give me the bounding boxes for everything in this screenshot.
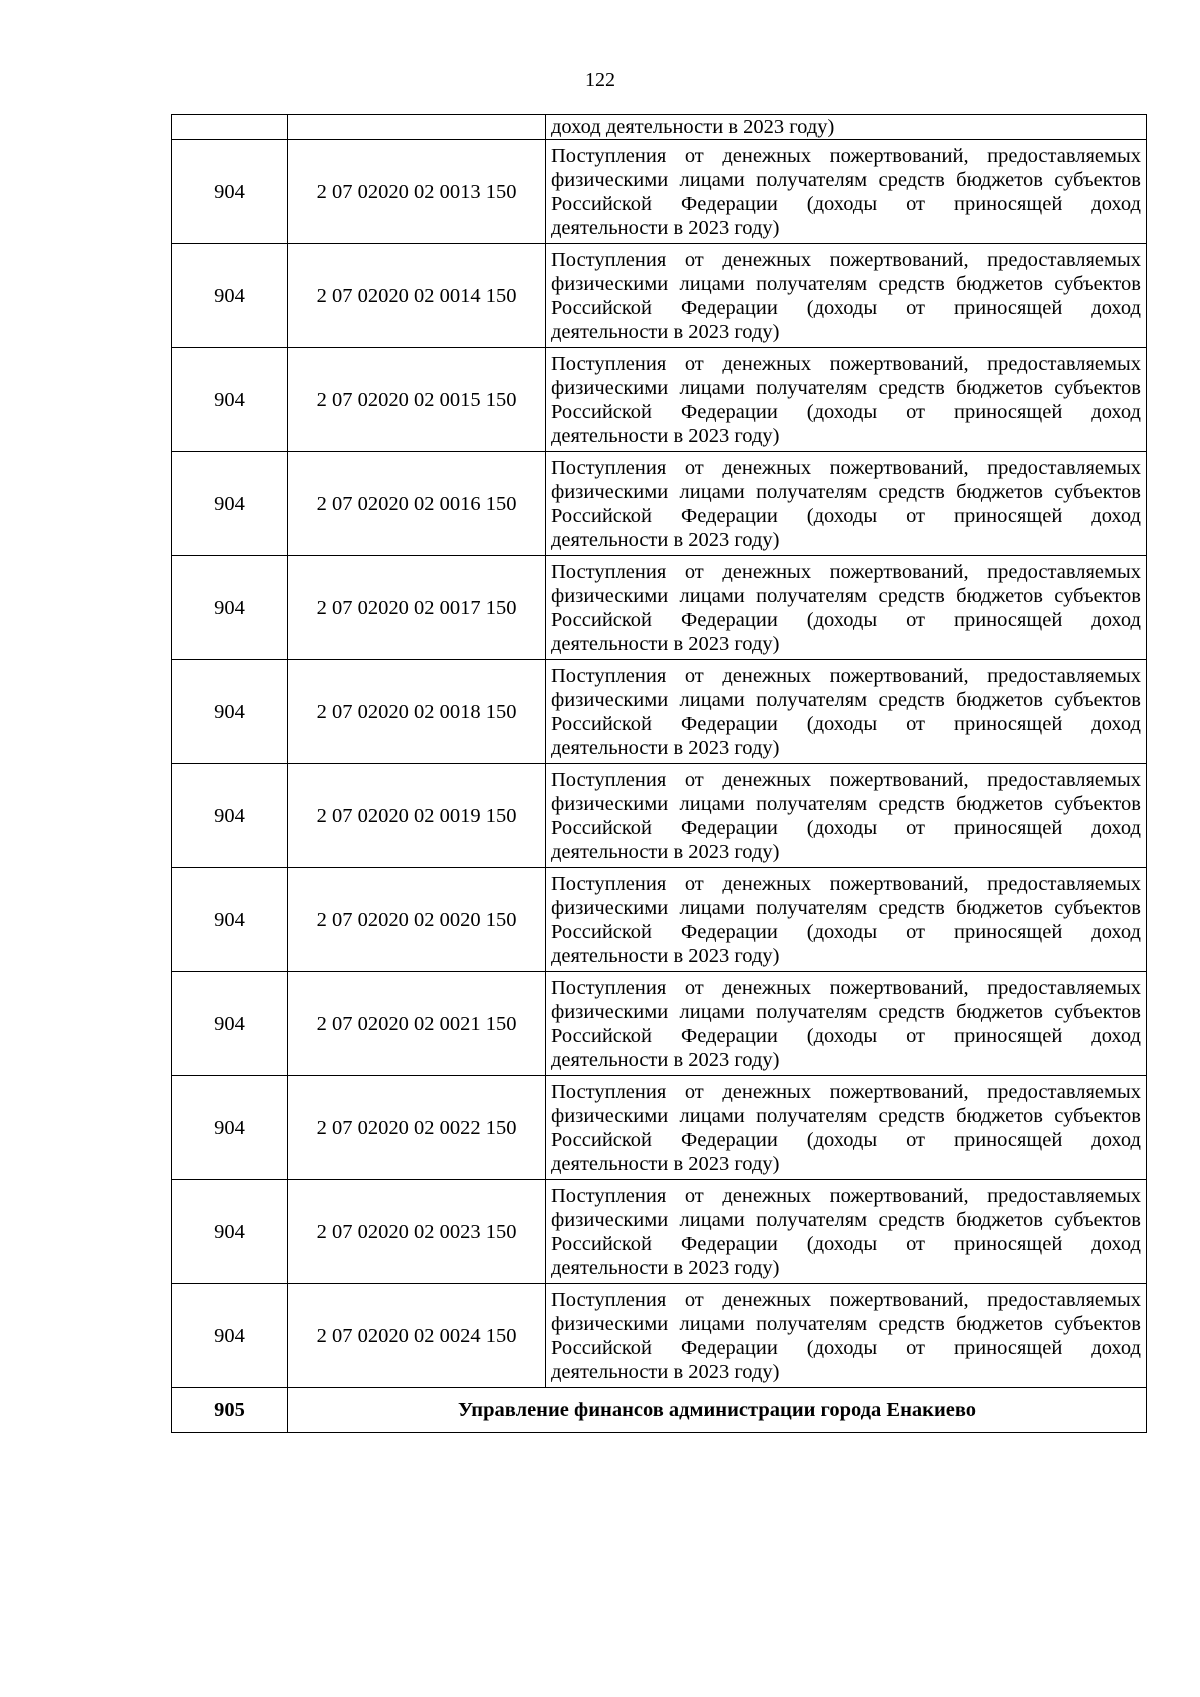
budget-code-cell: 2 07 02020 02 0019 150	[288, 764, 546, 868]
budget-code-cell: 2 07 02020 02 0017 150	[288, 556, 546, 660]
table-row	[172, 556, 1147, 660]
description-cell: Поступления от денежных пожертвований, предоставляемых физическими лицами получателям средств бюджетов субъектов Российской Федерации (доходы от приносящей доход деятельности в 2023 году)	[546, 1284, 1147, 1388]
admin-code-cell: 904	[172, 972, 288, 1076]
description-cell: Поступления от денежных пожертвований, предоставляемых физическими лицами получателям средств бюджетов субъектов Российской Федерации (доходы от приносящей доход деятельности в 2023 году)	[546, 764, 1147, 868]
budget-code-cell: 2 07 02020 02 0015 150	[288, 348, 546, 452]
admin-code-cell: 904	[172, 764, 288, 868]
table-row-continued	[172, 115, 1147, 140]
section-title-cell: Управление финансов администрации города Енакиево	[288, 1388, 1147, 1433]
budget-code-cell: 2 07 02020 02 0016 150	[288, 452, 546, 556]
admin-code-cell: 904	[172, 1180, 288, 1284]
table-row	[172, 868, 1147, 972]
page-number: 122	[585, 69, 615, 91]
section-admin-code-cell: 905	[172, 1388, 288, 1433]
budget-code-cell: 2 07 02020 02 0023 150	[288, 1180, 546, 1284]
table-row	[172, 348, 1147, 452]
description-cell: Поступления от денежных пожертвований, предоставляемых физическими лицами получателям средств бюджетов субъектов Российской Федерации (доходы от приносящей доход деятельности в 2023 году)	[546, 868, 1147, 972]
budget-code-cell: 2 07 02020 02 0014 150	[288, 244, 546, 348]
admin-code-cell: 904	[172, 660, 288, 764]
table-row	[172, 1076, 1147, 1180]
table-row	[172, 452, 1147, 556]
table-row	[172, 1180, 1147, 1284]
table-row	[172, 764, 1147, 868]
admin-code-cell: 904	[172, 1284, 288, 1388]
description-cell: Поступления от денежных пожертвований, предоставляемых физическими лицами получателям средств бюджетов субъектов Российской Федерации (доходы от приносящей доход деятельности в 2023 году)	[546, 1180, 1147, 1284]
revenue-codes-table	[171, 114, 1147, 1433]
admin-code-cell: 904	[172, 556, 288, 660]
budget-code-cell	[288, 115, 546, 140]
table-row	[172, 244, 1147, 348]
description-cell: Поступления от денежных пожертвований, предоставляемых физическими лицами получателям средств бюджетов субъектов Российской Федерации (доходы от приносящей доход деятельности в 2023 году)	[546, 556, 1147, 660]
admin-code-cell: 904	[172, 348, 288, 452]
table-row	[172, 972, 1147, 1076]
description-cell: Поступления от денежных пожертвований, предоставляемых физическими лицами получателям средств бюджетов субъектов Российской Федерации (доходы от приносящей доход деятельности в 2023 году)	[546, 348, 1147, 452]
section-header-row	[172, 1388, 1147, 1433]
description-cell: Поступления от денежных пожертвований, предоставляемых физическими лицами получателям средств бюджетов субъектов Российской Федерации (доходы от приносящей доход деятельности в 2023 году)	[546, 1076, 1147, 1180]
budget-code-cell: 2 07 02020 02 0018 150	[288, 660, 546, 764]
description-cell: доход деятельности в 2023 году)	[546, 115, 1147, 140]
admin-code-cell: 904	[172, 1076, 288, 1180]
budget-code-cell: 2 07 02020 02 0022 150	[288, 1076, 546, 1180]
table-row	[172, 660, 1147, 764]
admin-code-cell	[172, 115, 288, 140]
budget-code-cell: 2 07 02020 02 0013 150	[288, 140, 546, 244]
table-row	[172, 1284, 1147, 1388]
admin-code-cell: 904	[172, 452, 288, 556]
description-cell: Поступления от денежных пожертвований, предоставляемых физическими лицами получателям средств бюджетов субъектов Российской Федерации (доходы от приносящей доход деятельности в 2023 году)	[546, 452, 1147, 556]
description-cell: Поступления от денежных пожертвований, предоставляемых физическими лицами получателям средств бюджетов субъектов Российской Федерации (доходы от приносящей доход деятельности в 2023 году)	[546, 660, 1147, 764]
description-cell: Поступления от денежных пожертвований, предоставляемых физическими лицами получателям средств бюджетов субъектов Российской Федерации (доходы от приносящей доход деятельности в 2023 году)	[546, 244, 1147, 348]
description-cell: Поступления от денежных пожертвований, предоставляемых физическими лицами получателям средств бюджетов субъектов Российской Федерации (доходы от приносящей доход деятельности в 2023 году)	[546, 972, 1147, 1076]
admin-code-cell: 904	[172, 140, 288, 244]
description-cell: Поступления от денежных пожертвований, предоставляемых физическими лицами получателям средств бюджетов субъектов Российской Федерации (доходы от приносящей доход деятельности в 2023 году)	[546, 140, 1147, 244]
table-row	[172, 140, 1147, 244]
budget-code-cell: 2 07 02020 02 0020 150	[288, 868, 546, 972]
budget-code-cell: 2 07 02020 02 0024 150	[288, 1284, 546, 1388]
admin-code-cell: 904	[172, 868, 288, 972]
budget-code-cell: 2 07 02020 02 0021 150	[288, 972, 546, 1076]
admin-code-cell: 904	[172, 244, 288, 348]
